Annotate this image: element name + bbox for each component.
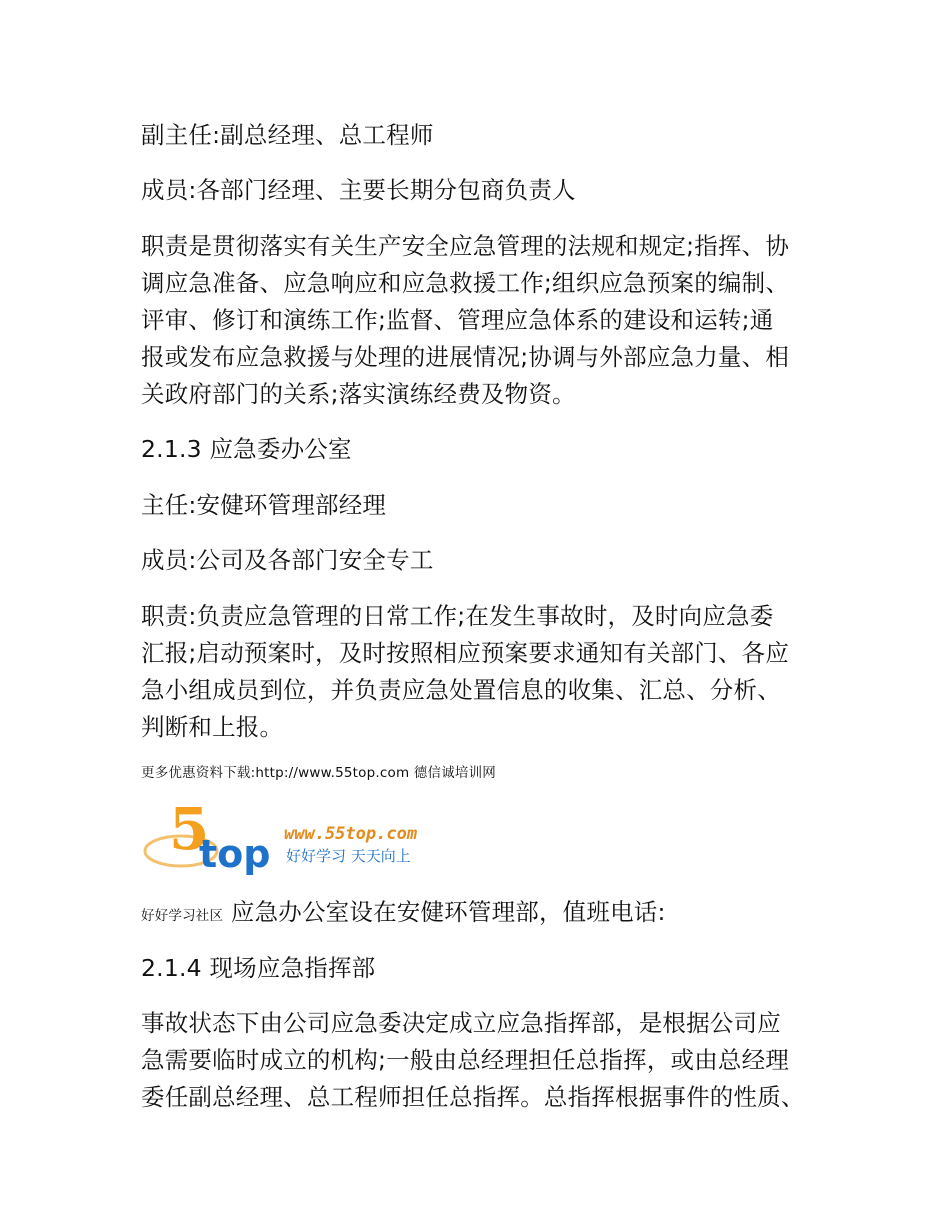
office-duties-line: 急小组成员到位，并负责应急处置信息的收集、汇总、分析、 xyxy=(141,676,781,704)
logo-url: www.55top.com xyxy=(284,824,418,844)
office-location-text: 应急办公室设在安健环管理部，值班电话: xyxy=(223,898,666,926)
office-duties-line: 职责:负责应急管理的日常工作;在发生事故时，及时向应急委 xyxy=(141,602,774,630)
office-duties-line: 汇报;启动预案时，及时按照相应预案要求通知有关部门、各应 xyxy=(141,639,790,667)
promo-link-text[interactable]: 更多优惠资料下载:http://www.55top.com 德信诚培训网 xyxy=(141,765,496,781)
field-command-line: 委任副总经理、总工程师担任总指挥。总指挥根据事件的性质、 xyxy=(141,1083,805,1111)
duties-paragraph-line: 关政府部门的关系;落实演练经费及物资。 xyxy=(141,380,576,408)
deputy-director-line: 副主任:副总经理、总工程师 xyxy=(141,121,434,149)
office-location-line xyxy=(141,894,821,935)
duties-paragraph-line: 评审、修订和演练工作;监督、管理应急体系的建设和运转;通 xyxy=(141,306,774,334)
duties-paragraph-line: 职责是贯彻落实有关生产安全应急管理的法规和规定;指挥、协 xyxy=(141,232,790,260)
section-heading-2-1-3: 2.1.3 应急委办公室 xyxy=(141,435,352,463)
duties-paragraph-line: 报或发布应急救援与处理的进展情况;协调与外部应急力量、相 xyxy=(141,343,790,371)
office-duties-line: 判断和上报。 xyxy=(141,713,284,741)
office-members-line: 成员:公司及各部门安全专工 xyxy=(141,546,434,574)
community-label: 好好学习社区 xyxy=(141,908,224,924)
section-heading-2-1-4: 2.1.4 现场应急指挥部 xyxy=(141,954,376,982)
members-line: 成员:各部门经理、主要长期分包商负责人 xyxy=(141,176,576,204)
55top-logo xyxy=(141,797,451,875)
office-director-line: 主任:安健环管理部经理 xyxy=(141,491,387,519)
logo-word: top xyxy=(199,832,271,875)
field-command-line: 事故状态下由公司应急委决定成立应急指挥部，是根据公司应 xyxy=(141,1009,781,1037)
logo-slogan: 好好学习 天天向上 xyxy=(286,847,411,865)
logo-graphic xyxy=(141,797,451,875)
field-command-line: 急需要临时成立的机构;一般由总经理担任总指挥，或由总经理 xyxy=(141,1046,790,1074)
duties-paragraph-line: 调应急准备、应急响应和应急救援工作;组织应急预案的编制、 xyxy=(141,269,790,297)
logo-number: 5 xyxy=(169,797,210,863)
